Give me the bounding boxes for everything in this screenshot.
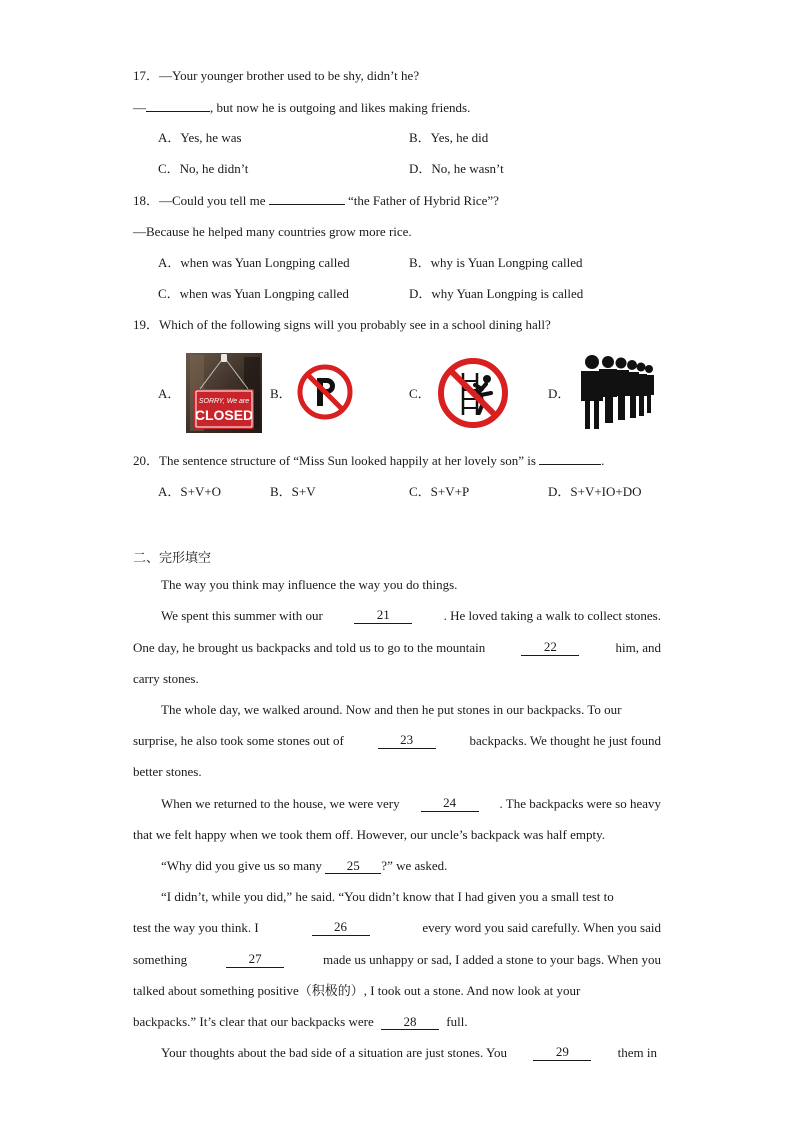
cloze-blank-28[interactable]: 28 — [381, 1015, 439, 1030]
q20-option-b[interactable]: B．S+V — [270, 484, 316, 499]
cloze-text: When we returned to the house, we were very — [161, 796, 400, 811]
q18-answer: —Because he helped many countries grow more rice. — [133, 224, 412, 239]
cloze-line-4: The whole day, we walked around. Now and then he put stones in our backpacks. To our — [161, 702, 622, 717]
cloze-blank-23[interactable]: 23 — [378, 733, 436, 749]
queue-line-icon[interactable] — [575, 355, 659, 431]
cloze-blank-25[interactable]: 25 — [325, 859, 381, 874]
cloze-line-5 — [133, 733, 661, 749]
cloze-text: . The backpacks were so heavy — [499, 796, 661, 811]
cloze-line-8: that we felt happy when we took them off. However, our uncle’s backpack was half empty. — [133, 827, 606, 842]
q17-option-b[interactable]: B．Yes, he did — [409, 130, 489, 145]
q20-end: . — [601, 453, 605, 468]
section-title: 二、完形填空 — [133, 551, 212, 566]
cloze-line-10: “I didn’t, while you did,” he said. “You didn’t know that I had given you a small test to — [161, 889, 614, 904]
q17-option-c[interactable]: C．No, he didn’t — [158, 161, 249, 176]
cloze-text: them in — [617, 1045, 657, 1060]
cloze-text: full. — [446, 1014, 468, 1029]
cloze-line-15 — [161, 1045, 657, 1061]
cloze-intro: The way you think may influence the way you do things. — [161, 577, 458, 592]
closed-sign-line2: CLOSED — [194, 407, 254, 423]
cloze-text: backpacks.” It’s clear that our backpacks were — [133, 1014, 374, 1029]
cloze-line-1 — [161, 608, 661, 624]
cloze-line-11 — [133, 920, 661, 936]
cloze-text: “Why did you give us so many — [161, 858, 323, 873]
q19-label-a[interactable]: A． — [158, 386, 181, 401]
cloze-line-7 — [161, 796, 661, 812]
cloze-text: We spent this summer with our — [161, 608, 323, 623]
q19-label-c[interactable]: C． — [409, 386, 431, 401]
q19-label-d[interactable]: D． — [548, 386, 571, 401]
q18-stem — [133, 192, 499, 209]
q18-option-a[interactable]: A．when was Yuan Longping called — [158, 255, 350, 270]
cloze-blank-22[interactable]: 22 — [521, 640, 579, 656]
q18-after: “the Father of Hybrid Rice”? — [348, 193, 499, 208]
cloze-line-9 — [161, 858, 447, 874]
q18-option-d[interactable]: D．why Yuan Longping is called — [409, 286, 584, 301]
cloze-text: . He loved taking a walk to collect stones. — [443, 608, 661, 623]
cloze-text: test the way you think. I — [133, 920, 259, 935]
cloze-line-3: carry stones. — [133, 671, 199, 686]
q17-stem: 17．—Your younger brother used to be shy, didn’t he? — [133, 68, 420, 83]
no-parking-sign-icon[interactable] — [297, 364, 353, 420]
cloze-text: Your thoughts about the bad side of a situation are just stones. You — [161, 1045, 508, 1060]
q17-option-a[interactable]: A．Yes, he was — [158, 130, 242, 145]
cloze-blank-21[interactable]: 21 — [354, 608, 412, 624]
cloze-blank-27[interactable]: 27 — [226, 952, 284, 968]
cloze-text: surprise, he also took some stones out of — [133, 733, 344, 748]
cloze-text: ?” we asked. — [381, 858, 448, 873]
cloze-text: something — [133, 952, 188, 967]
cloze-text: backpacks. We thought he just found — [469, 733, 661, 748]
q17-dash: — — [133, 100, 146, 115]
q17-option-d[interactable]: D．No, he wasn’t — [409, 161, 504, 176]
q20-blank — [539, 452, 601, 465]
cloze-line-2 — [133, 640, 661, 656]
closed-sign-line1: SORRY, We are — [198, 398, 250, 405]
cloze-line-14 — [133, 1014, 468, 1030]
cloze-text: him, and — [615, 640, 661, 655]
q18-blank — [269, 192, 345, 205]
cloze-text: every word you said carefully. When you said — [422, 920, 661, 935]
cloze-text: made us unhappy or sad, I added a stone to your bags. When you — [322, 952, 661, 967]
q17-blank — [146, 99, 210, 112]
q20-option-a[interactable]: A．S+V+O — [158, 484, 222, 499]
q17-answer-line — [133, 99, 470, 116]
q20-stem-text: 20．The sentence structure of “Miss Sun looked happily at her lovely son” is — [133, 453, 536, 468]
cloze-blank-29[interactable]: 29 — [533, 1045, 591, 1061]
no-climbing-sign-icon[interactable] — [437, 357, 509, 429]
q17-after: , but now he is outgoing and likes making friends. — [210, 100, 471, 115]
closed-sign-photo[interactable] — [186, 353, 262, 433]
q18-option-c[interactable]: C．when was Yuan Longping called — [158, 286, 349, 301]
q19-label-b[interactable]: B． — [270, 386, 292, 401]
cloze-line-13: talked about something positive（积极的）, I took out a stone. And now look at your — [133, 983, 581, 998]
cloze-line-12 — [133, 952, 661, 968]
q19-stem: 19．Which of the following signs will you probably see in a school dining hall? — [133, 317, 551, 332]
q18-option-b[interactable]: B．why is Yuan Longping called — [409, 255, 583, 270]
q20-option-c[interactable]: C．S+V+P — [409, 484, 470, 499]
q18-before: 18．—Could you tell me — [133, 193, 266, 208]
cloze-blank-26[interactable]: 26 — [312, 920, 370, 936]
cloze-line-6: better stones. — [133, 764, 202, 779]
q20-option-d[interactable]: D．S+V+IO+DO — [548, 484, 642, 499]
cloze-text: One day, he brought us backpacks and told us to go to the mountain — [133, 640, 486, 655]
q20-stem — [133, 452, 604, 469]
cloze-blank-24[interactable]: 24 — [421, 796, 479, 812]
